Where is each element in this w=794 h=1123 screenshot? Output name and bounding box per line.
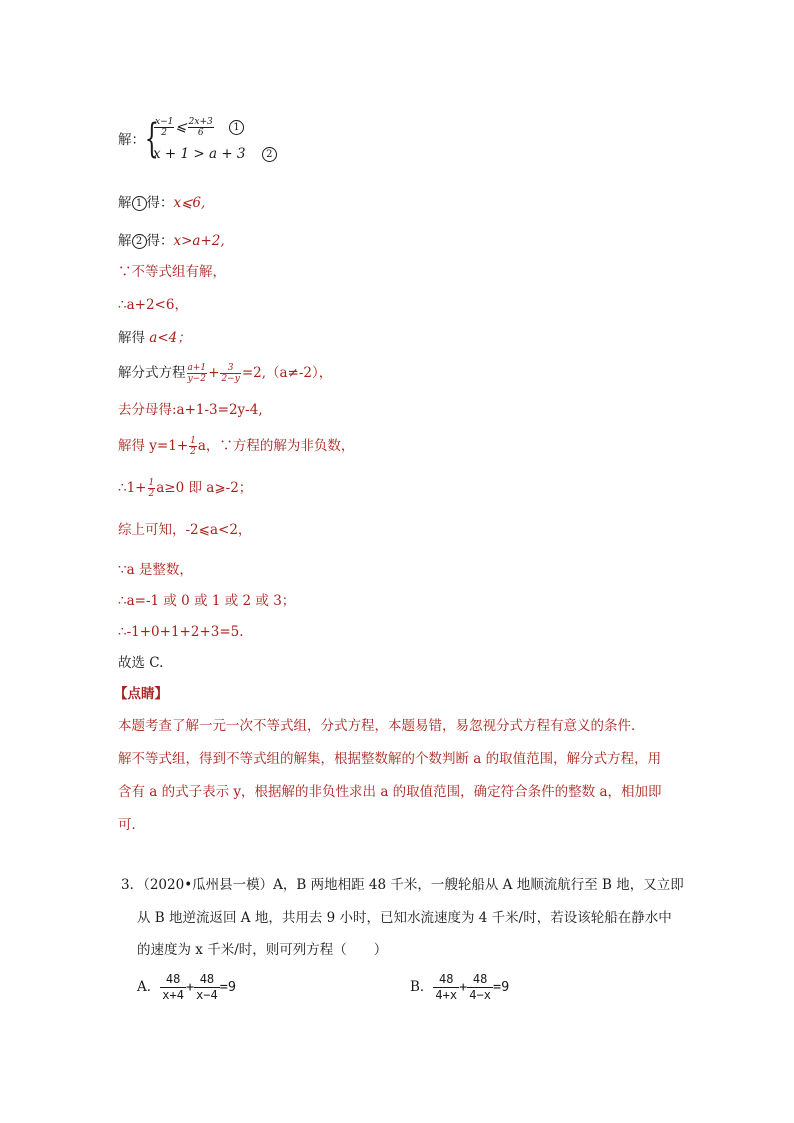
solution-line-7: 去分母得:a+1-3=2y-4, [118,402,263,418]
marker-two-icon: 2 [132,234,147,249]
solution-label: 解： [118,132,145,148]
question-3-line-1: 3．（2020•瓜州县一模）A，B 两地相距 48 千米，一艘轮船从 A 地顺流航行至 B 地，又立即 [121,877,684,893]
solution-line-9: ∴1+ $\frac{1}{2}$ a≥0 即 a⩾-2； [118,478,253,499]
system-eq2: x + 1 > a + 3 2 [153,144,277,164]
option-b[interactable]: B． $\frac{48}{4+x}$ + $\frac{48}{4-x}$ =9 [410,972,510,1002]
marker-two-icon: 2 [262,147,277,162]
marker-one-icon: 1 [229,120,244,135]
comment-paragraph-line-3: 含有 a 的式子表示 y，根据解的非负性求出 a 的取值范围，确定符合条件的整数 a，相加即 [118,784,662,800]
comment-heading: 【点睛】 [114,686,168,702]
comment-paragraph-line-1: 本题考查了解一元一次不等式组，分式方程，本题易错，易忽视分式方程有意义的条件． [118,718,645,734]
solution-line-12: ∴a=-1 或 0 或 1 或 2 或 3； [118,593,296,609]
solution-line-6: 解分式方程 $\frac{a+1}{y-2}$ + $\frac{3}{2-y}$ =2,（a≠-2）， [118,363,333,384]
solution-line-3: ∵不等式组有解， [118,264,226,280]
solution-line-8: 解得 y=1+ $\frac{1}{2}$ a，∵方程的解为非负数， [118,436,355,457]
system-eq1: $\frac{x-1}{2}$ ⩽ $\frac{2x+3}{6}$ 1 [153,117,244,138]
marker-one-icon: 1 [132,196,147,211]
comment-paragraph-line-4: 可． [118,817,145,833]
solution-line-5: 解得 a<4； [118,330,191,346]
comment-paragraph-line-2: 解不等式组，得到不等式组的解集，根据整数解的个数判断 a 的取值范围，解分式方程，用 [118,751,662,767]
solution-line-1: 解 1 得：x⩽6, [118,195,206,211]
question-3-line-3: 的速度为 x 千米/时，则可列方程（ ） [137,942,388,958]
option-a[interactable]: A． $\frac{48}{x+4}$ + $\frac{48}{x-4}$ =9 [137,972,237,1002]
system-brace: { [144,116,159,162]
solution-line-11: ∵a 是整数， [118,562,193,578]
solution-line-13: ∴-1+0+1+2+3=5. [118,624,244,640]
solution-line-4: ∴a+2<6， [118,297,188,313]
solution-line-14: 故选 C. [118,655,164,671]
solution-line-10: 综上可知，-2⩽a<2， [118,522,252,538]
solution-line-2: 解 2 得：x>a+2, [118,233,225,249]
question-3-line-2: 从 B 地逆流返回 A 地，共用去 9 小时，已知水流速度为 4 千米/时，若设该轮船在静水中 [137,910,672,926]
